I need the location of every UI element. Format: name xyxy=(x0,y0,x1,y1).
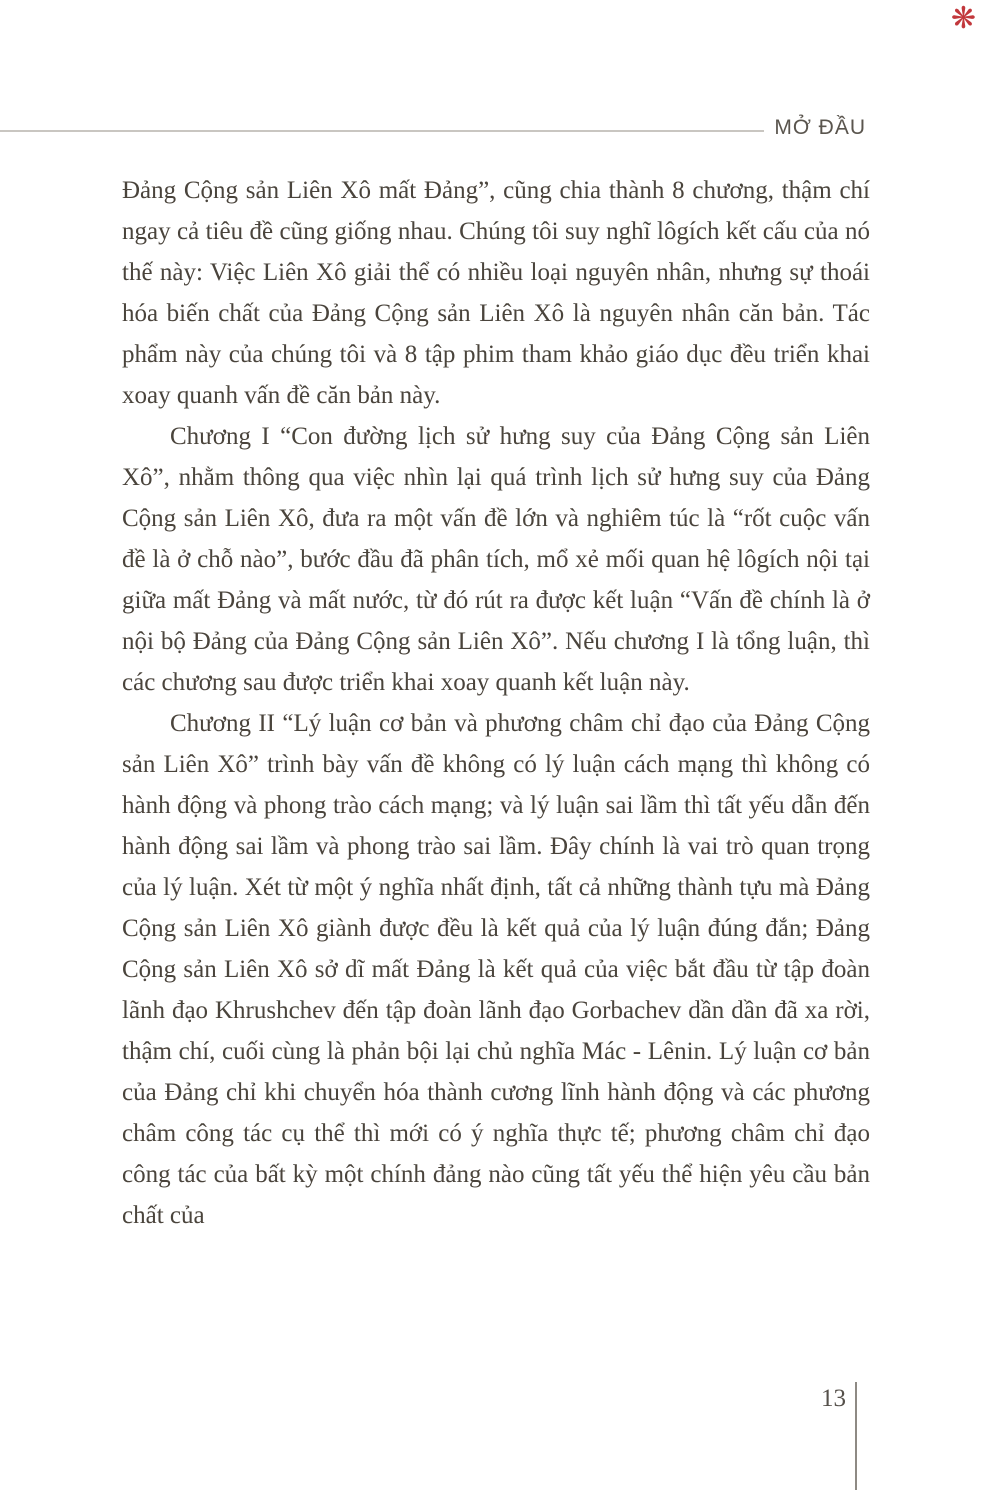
paragraph: Chương II “Lý luận cơ bản và phương châm chỉ đạo của Đảng Cộng sản Liên Xô” trình bày vấn đề không có lý luận cách mạng thì không có hành động và phong trào cách mạng; và lý luận sai lầm thì tất yếu dẫn đến hành động sai lầm và phong trào sai lầm. Đây chính là vai trò quan trọng của lý luận. Xét từ một ý nghĩa nhất định, tất cả những thành tựu mà Đảng Cộng sản Liên Xô giành được đều là kết quả của lý luận đúng đắn; Đảng Cộng sản Liên Xô sở dĩ mất Đảng là kết quả của việc bắt đầu từ tập đoàn lãnh đạo Khrushchev đến tập đoàn lãnh đạo Gorbachev dần dần đã xa rời, thậm chí, cuối cùng là phản bội lại chủ nghĩa Mác - Lênin. Lý luận cơ bản của Đảng chỉ khi chuyển hóa thành cương lĩnh hành động và các phương châm công tác cụ thể thì mới có ý nghĩa thực tế; phương châm chỉ đạo công tác của bất kỳ một chính đảng nào cũng tất yếu thể hiện yêu cầu bản chất của xyxy=(122,710,870,1229)
body-text xyxy=(122,170,870,1236)
page-number-rule xyxy=(855,1382,857,1490)
header-rule xyxy=(0,130,764,132)
paragraph: Đảng Cộng sản Liên Xô mất Đảng”, cũng chia thành 8 chương, thậm chí ngay cả tiêu đề cũng giống nhau. Chúng tôi suy nghĩ lôgích kết cấu của nó thế này: Việc Liên Xô giải thể có nhiều loại nguyên nhân, nhưng sự thoái hóa biến chất của Đảng Cộng sản Liên Xô là nguyên nhân căn bản. Tác phẩm này của chúng tôi và 8 tập phim tham khảo giáo dục đều triển khai xoay quanh vấn đề căn bản này. xyxy=(122,177,870,409)
paragraph: Chương I “Con đường lịch sử hưng suy của Đảng Cộng sản Liên Xô”, nhằm thông qua việc nhìn lại quá trình lịch sử hưng suy của Đảng Cộng sản Liên Xô, đưa ra một vấn đề lớn và nghiêm túc là “rốt cuộc vấn đề là ở chỗ nào”, bước đầu đã phân tích, mổ xẻ mối quan hệ lôgích nội tại giữa mất Đảng và mất nước, từ đó rút ra được kết luận “Vấn đề chính là ở nội bộ Đảng của Đảng Cộng sản Liên Xô”. Nếu chương I là tổng luận, thì các chương sau được triển khai xoay quanh kết luận này. xyxy=(122,423,870,696)
page-header xyxy=(0,114,1000,144)
page-number: 13 xyxy=(821,1385,846,1412)
flower-asterisk-icon: ❋ xyxy=(950,1,976,36)
running-head: MỞ ĐẦU xyxy=(774,116,866,139)
